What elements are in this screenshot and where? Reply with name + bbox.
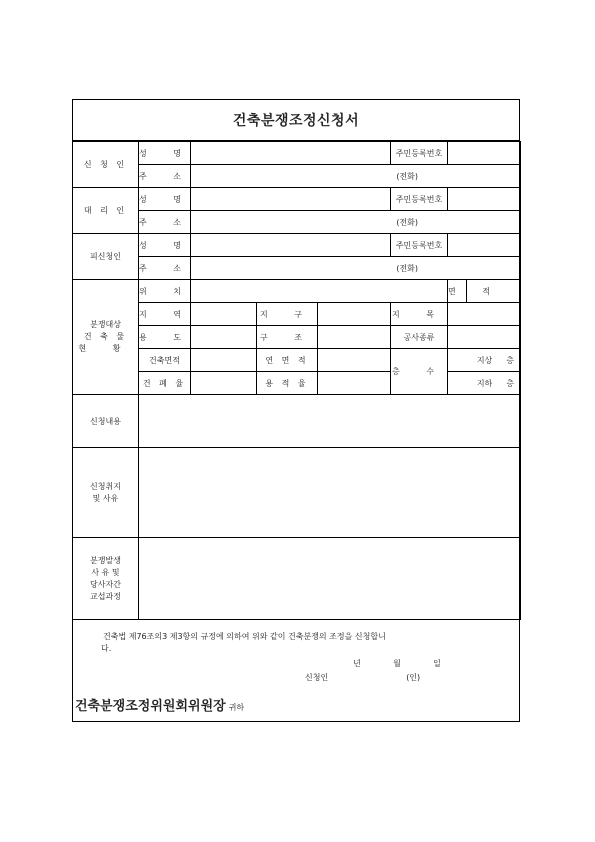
history-label-line3: 당사자간 [90,579,121,589]
history-label-line1: 분쟁발생 [90,555,121,565]
applicant-address-field[interactable] [191,165,521,188]
floor-area-ratio-label: 용 적 율 [257,372,318,395]
applicant-signature-line [305,672,420,683]
application-form [72,99,520,722]
applicant-name-label: 성 명 [139,142,191,165]
applicant-rrn-label: 주민등록번호 [391,142,448,165]
agent-name-row [73,188,521,211]
land-category-field[interactable] [448,303,521,326]
building-section-line3: 현 황 [78,344,133,353]
agent-address-field[interactable] [191,211,521,234]
respondent-rrn-label: 주민등록번호 [391,234,448,257]
structure-field[interactable] [318,326,391,349]
recipient-line [75,695,244,714]
building-use-row [73,326,521,349]
respondent-address-row [73,257,521,280]
purpose-row [73,448,521,538]
content-row [73,395,521,448]
agent-address-label: 주 소 [139,211,191,234]
construction-type-label: 공사종류 [391,326,448,349]
content-label: 신청내용 [73,395,139,448]
respondent-name-label: 성 명 [139,234,191,257]
form-title: 건축분쟁조정신청서 [73,100,519,141]
above-ground-label: 지상 [476,355,493,365]
year-label: 년 [353,659,361,668]
land-category-label: 지 목 [391,303,448,326]
applicant-address-row [73,165,521,188]
content-field[interactable] [139,395,521,448]
location-label: 위 치 [139,280,191,303]
applicant-address-label: 주 소 [139,165,191,188]
declaration-text-continued: 다. [101,644,112,653]
respondent-address-field[interactable] [191,257,521,280]
purpose-label-line1: 신청취지 [90,481,121,491]
construction-type-field[interactable] [448,326,521,349]
below-ground-unit: 층 [506,378,515,388]
use-label: 용 도 [139,326,191,349]
history-label-line4: 교섭과정 [90,591,121,601]
purpose-field[interactable] [139,448,521,538]
location-field[interactable] [191,280,448,303]
history-field[interactable] [139,538,521,620]
building-area-label: 건축면적 [139,349,191,372]
building-area-field[interactable] [191,349,257,372]
building-area-row [73,349,521,372]
purpose-label-line2: 및 사유 [92,493,119,503]
area-label: 면 적 [448,280,467,303]
declaration-section [73,622,519,722]
below-ground-field[interactable] [448,372,521,395]
signature-applicant-label: 신청인 [305,673,329,682]
respondent-address-label: 주 소 [139,257,191,280]
district-label: 지 구 [257,303,318,326]
above-ground-unit: 층 [506,355,515,365]
structure-label: 구 조 [257,326,318,349]
total-floor-area-field[interactable] [318,349,391,372]
recipient-honorific: 귀하 [228,703,245,712]
zone-field[interactable] [191,303,257,326]
building-ratio-row [73,372,521,395]
agent-name-field[interactable] [191,188,391,211]
floors-label: 층 수 [391,349,448,395]
building-section-line2: 건 축 물 [83,332,128,341]
applicant-section-label: 신 청 인 [73,142,139,188]
agent-section-label: 대 리 인 [73,188,139,234]
coverage-ratio-label: 건 폐 율 [139,372,191,395]
form-grid [72,141,521,620]
building-zone-row [73,303,521,326]
floor-area-ratio-field[interactable] [318,372,391,395]
applicant-name-field[interactable] [191,142,391,165]
applicant-name-row [73,142,521,165]
coverage-ratio-field[interactable] [191,372,257,395]
history-label-line2: 사 유 및 [91,567,120,577]
use-field[interactable] [191,326,257,349]
total-floor-area-label: 연 면 적 [257,349,318,372]
above-ground-field[interactable] [448,349,521,372]
respondent-name-field[interactable] [191,234,391,257]
below-ground-label: 지하 [476,378,493,388]
respondent-phone-label: (전화) [396,263,419,273]
day-label: 일 [433,659,441,668]
history-row [73,538,521,620]
month-label: 월 [393,659,401,668]
respondent-section-label: 피신청인 [73,234,139,280]
building-section-line1: 분쟁대상 [90,320,121,329]
building-section-label [73,280,139,395]
agent-name-label: 성 명 [139,188,191,211]
purpose-label [73,448,139,538]
recipient-name: 건축분쟁조정위원회위원장 [75,699,226,714]
respondent-name-row [73,234,521,257]
district-field[interactable] [318,303,391,326]
date-line [337,658,457,669]
agent-address-row [73,211,521,234]
building-location-row [73,280,521,303]
applicant-rrn-field[interactable] [448,142,521,165]
seal-label: (인) [406,673,421,682]
respondent-rrn-field[interactable] [448,234,521,257]
history-label [73,538,139,620]
agent-rrn-label: 주민등록번호 [391,188,448,211]
applicant-phone-label: (전화) [396,171,419,181]
zone-label: 지 역 [139,303,191,326]
agent-rrn-field[interactable] [448,188,521,211]
declaration-text: 건축법 제76조의3 제3항의 규정에 의하여 위와 같이 건축분쟁의 조정을 신청합니 [103,632,386,641]
agent-phone-label: (전화) [396,217,419,227]
